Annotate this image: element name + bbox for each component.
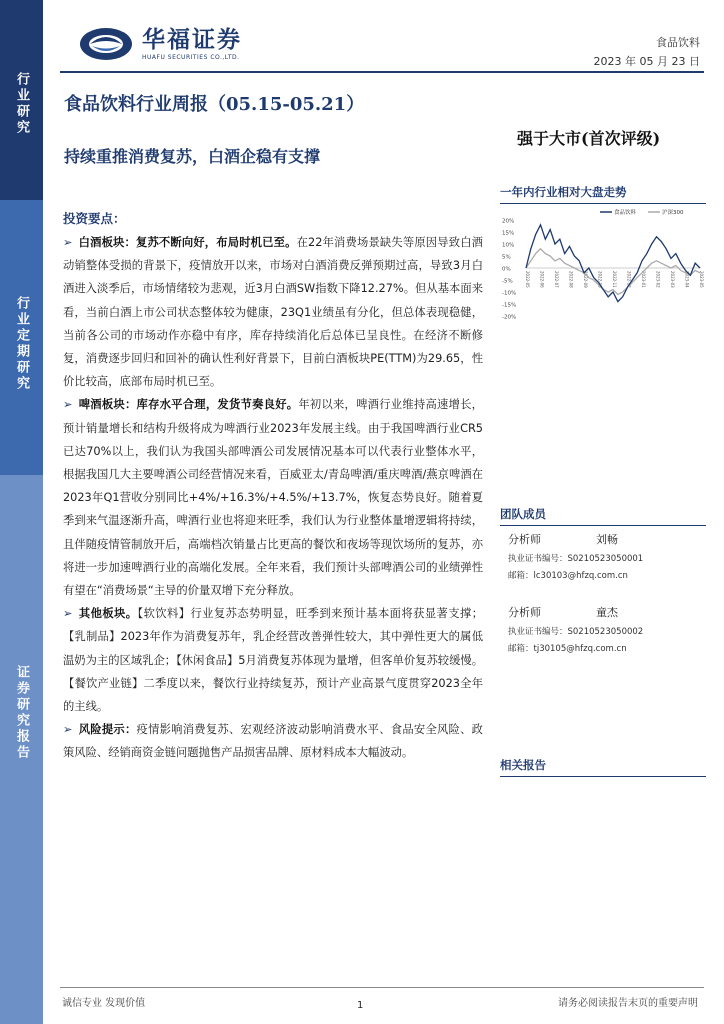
member-role: 分析师	[508, 606, 541, 619]
team-section-title: 团队成员	[500, 506, 706, 526]
team-members	[500, 531, 706, 677]
paragraph	[63, 718, 483, 764]
x-tick-label: 2022-10	[597, 271, 603, 288]
paragraph-heading: 啤酒板块：库存水平合理，发货节奏良好。	[78, 398, 299, 412]
rating: 强于大市(首次评级)	[517, 129, 661, 148]
member-license: 执业证书编号：S0210523050001	[508, 554, 644, 564]
member-role: 分析师	[508, 533, 541, 546]
legend-label: 食品饮料	[614, 210, 637, 216]
paragraph-body: 年初以来，啤酒行业维持高速增长，预计销量增长和结构升级将成为啤酒行业2023年发展主线。由于我国啤酒行业CR5已达70%以上，我们认为我国头部啤酒公司发展情况基本可以代表行业整体水平，根据我国几大主要啤酒公司经营情况来看，百威亚太/青岛啤酒/重庆啤酒/燕京啤酒在2023年Q1营收分别同比+4%/+16.3%/+4.5%/+13.7%，恢复态势良好。随着夏季到来气温逐渐升高，啤酒行业也将迎来旺季，我们认为行业整体量增逻辑将持续，且伴随疫情管制放开后，高端档次销量占比更高的餐饮和夜场等现饮场所的复苏，亦将进一步加速啤酒行业的高端化发展。全年来看，我们预计头部啤酒公司的业绩弹性有望在“消费场景“主导的价量双增下充分释放。	[63, 398, 483, 598]
chart-section-title: 一年内行业相对大盘走势	[500, 184, 706, 204]
footer-divider	[60, 987, 704, 988]
x-tick-label: 2023-01	[641, 271, 646, 288]
relative-performance-chart	[500, 206, 706, 326]
header-divider	[60, 71, 704, 73]
side-label-industry-research: 行业研究	[0, 0, 43, 200]
y-tick-label: -10%	[502, 290, 517, 297]
x-tick-label: 2022-06	[539, 271, 545, 288]
company-name-en: HUAFU SECURITIES CO.,LTD.	[142, 54, 240, 61]
y-tick-label: -5%	[502, 278, 513, 285]
member-name: 童杰	[596, 606, 618, 619]
member-email: 邮箱：lc30103@hfzq.com.cn	[508, 571, 628, 581]
y-tick-label: -20%	[502, 314, 517, 321]
company-logo	[78, 26, 242, 62]
report-date: 2023 年 05 月 23 日	[593, 55, 700, 68]
x-tick-label: 2023-02	[655, 271, 661, 288]
x-tick-label: 2022-08	[568, 271, 574, 288]
paragraph-heading: 白酒板块：复苏不断向好，布局时机已至。	[78, 236, 297, 249]
header-category: 食品饮料	[656, 36, 700, 49]
member-name: 刘畅	[596, 533, 618, 546]
paragraph-body: 在22年消费场景缺失等原因导致白酒动销整体受损的背景下，疫情放开以来，市场对白酒消费反弹预期过高，导致3月白酒进入淡季后，市场情绪较为悲观，近3月白酒SW指数下降12.27%。但从基本面来看，当前白酒上市公司状态整体较为健康，23Q1业绩虽有分化，但总体表现稳健，当前各公司的市场动作亦稳中有序，库存持续消化后总体已呈良性。在经济不断修复，消费逐步回归和回补的确认性利好背景下，目前白酒板块PE(TTM)为29.65，性价比较高，底部布局时机已至。	[63, 236, 483, 389]
member-license: 执业证书编号：S0210523050002	[508, 627, 644, 637]
paragraph	[63, 231, 483, 393]
x-tick-label: 2022-11	[612, 271, 617, 288]
paragraph-heading: 其他板块。	[78, 607, 138, 621]
footer-disclaimer: 请务必阅读报告末页的重要声明	[558, 998, 698, 1009]
paragraph-body: 疫情影响消费复苏、宏观经济波动影响消费水平、食品安全风险、政策风险、经销商资金链问题抛售产品损害品牌、原材料成本大幅波动。	[63, 723, 483, 760]
x-tick-label: 2022-09	[583, 271, 588, 288]
side-label-periodic-research: 行业定期研究	[0, 200, 43, 475]
y-tick-label: 15%	[502, 230, 515, 237]
y-tick-label: -15%	[502, 302, 517, 309]
page-number: 1	[357, 1000, 364, 1011]
logo-icon	[78, 26, 134, 62]
paragraph-body: 【软饮料】行业复苏态势明显，旺季到来预计基本面将获显著支撑；【乳制品】2023年作为消费复苏年，乳企经营改善弹性较大，其中弹性更大的属低温奶为主的区域乳企；【休闲食品】5月消费复苏体现为量增，但客单价复苏较缓慢。【餐饮产业链】二季度以来，餐饮行业持续复苏，预计产业高景气度贯穿2023全年的主线。	[63, 607, 483, 714]
y-tick-label: 5%	[502, 254, 511, 261]
team-member	[500, 531, 706, 585]
y-tick-label: 20%	[502, 218, 515, 225]
paragraph-heading: 风险提示：	[78, 723, 137, 737]
x-tick-label: 2023-05	[699, 271, 704, 288]
footer-slogan: 诚信专业 发现价值	[62, 998, 146, 1009]
bullet-icon: ➢	[63, 398, 73, 412]
related-reports-title: 相关报告	[500, 757, 706, 777]
company-name-cn: 华福证券	[142, 26, 242, 53]
bullet-icon: ➢	[63, 607, 73, 621]
paragraph	[63, 393, 483, 602]
x-tick-label: 2022-05	[525, 271, 530, 288]
section-title-key-points: 投资要点：	[63, 211, 126, 226]
x-tick-label: 2023-04	[684, 271, 690, 288]
report-subtitle: 持续重推消费复苏，白酒企稳有支撑	[64, 147, 321, 166]
report-title: 食品饮料行业周报（05.15-05.21）	[64, 94, 365, 115]
side-band	[0, 0, 43, 1024]
x-tick-label: 2022-12	[626, 271, 632, 288]
paragraph-list	[63, 231, 483, 765]
side-label-securities-report: 证券研究报告	[0, 475, 43, 1024]
paragraph	[63, 602, 483, 718]
member-email: 邮箱：tj30105@hfzq.com.cn	[508, 644, 627, 654]
x-tick-label: 2022-07	[554, 271, 559, 288]
main-content	[63, 209, 483, 765]
bullet-icon: ➢	[63, 236, 73, 249]
chart-svg	[500, 206, 706, 326]
x-tick-label: 2023-03	[670, 271, 675, 288]
y-tick-label: 10%	[502, 242, 515, 249]
team-member	[500, 604, 706, 658]
y-tick-label: 0%	[502, 266, 511, 273]
bullet-icon: ➢	[63, 723, 73, 737]
legend-label: 沪深300	[662, 210, 684, 216]
